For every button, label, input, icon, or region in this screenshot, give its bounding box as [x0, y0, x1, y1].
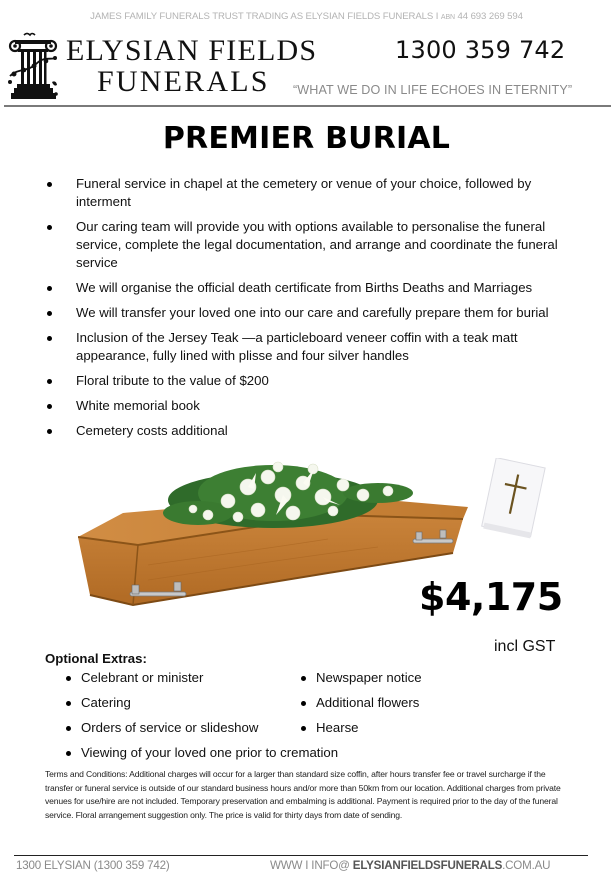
trust-text: JAMES FAMILY FUNERALS TRUST TRADING AS ELYSIAN FIELDS FUNERALS I: [90, 11, 441, 22]
feature-item: [45, 397, 565, 415]
feature-text: Funeral service in chapel at the cemetery or venue of your choice, followed by interment: [76, 176, 532, 209]
abn-number: 44 693 269 594: [454, 11, 523, 22]
extra-text: Catering: [81, 695, 131, 710]
footer-web-suffix: .COM.AU: [502, 859, 551, 872]
optional-extras-left-list: [63, 669, 338, 769]
feature-item: [45, 304, 565, 322]
feature-item: [45, 279, 565, 297]
feature-text: We will organise the official death certificate from Births Deaths and Marriages: [76, 280, 533, 295]
bullet-icon: [301, 676, 306, 681]
bullet-icon: [66, 676, 71, 681]
extra-item: [63, 719, 338, 737]
extra-text: Celebrant or minister: [81, 670, 204, 685]
feature-text: Cemetery costs additional: [76, 423, 228, 438]
brand-name-line2: FUNERALS: [97, 65, 270, 98]
footer-web-domain: ELYSIANFIELDSFUNERALS: [352, 859, 503, 872]
extra-text: Newspaper notice: [316, 670, 422, 685]
extra-text: Viewing of your loved one prior to cremation: [81, 745, 339, 760]
feature-text: Our caring team will provide you with options available to personalise the funeral service, complete the legal documentation, and arrange and coordinate the funeral service: [76, 219, 558, 270]
footer-phone[interactable]: 1300 ELYSIAN (1300 359 742): [16, 859, 170, 872]
feature-text: We will transfer your loved one into our care and carefully prepare them for burial: [76, 305, 549, 320]
header-phone-number[interactable]: 1300 359 742: [395, 36, 566, 64]
extra-item: [63, 694, 338, 712]
brand-name-line1: ELYSIAN FIELDS: [66, 34, 318, 67]
header-divider: [4, 105, 611, 107]
feature-item: [45, 329, 565, 365]
bullet-icon: [47, 286, 52, 291]
trust-abn-line: [0, 11, 613, 22]
feature-item: [45, 372, 565, 390]
footer-web-prefix: WWW I INFO@: [270, 859, 353, 872]
extra-item: [298, 719, 422, 737]
feature-text: White memorial book: [76, 398, 200, 413]
extra-item: [298, 669, 422, 687]
bullet-icon: [47, 311, 52, 316]
footer-web-email[interactable]: [270, 859, 550, 872]
extra-item: [63, 669, 338, 687]
bullet-icon: [47, 182, 52, 187]
bullet-icon: [47, 336, 52, 341]
bullet-icon: [66, 751, 71, 756]
feature-text: Inclusion of the Jersey Teak —a particleboard veneer coffin with a teak matt appearance, fully lined with plisse and four silver handles: [76, 330, 518, 363]
abn-label: ABN: [440, 14, 455, 21]
extra-text: Additional flowers: [316, 695, 420, 710]
optional-extras-right-list: [298, 669, 422, 744]
footer-divider: [14, 855, 588, 856]
bullet-icon: [301, 726, 306, 731]
optional-extras-heading: Optional Extras:: [45, 651, 147, 666]
memorial-book-image: [478, 458, 548, 540]
price-gst-note: incl GST: [494, 638, 556, 655]
package-title: PREMIER BURIAL: [162, 121, 451, 156]
ionic-column-logo-icon: [6, 32, 62, 100]
package-price: $4,175: [419, 575, 563, 619]
feature-item: [45, 218, 565, 272]
bullet-icon: [47, 225, 52, 230]
bullet-icon: [301, 701, 306, 706]
extra-text: Hearse: [316, 720, 359, 735]
bullet-icon: [47, 404, 52, 409]
package-features-list: [45, 175, 565, 447]
bullet-icon: [66, 726, 71, 731]
feature-item: [45, 422, 565, 440]
extra-text: Orders of service or slideshow: [81, 720, 259, 735]
terms-and-conditions: Terms and Conditions: Additional charges will occur for a larger than standard size coffin, after hours transfer fee or travel surcharge if the transfer or funeral service is outside of our standard business hours and/or more than 50km from our location. Additional charges from private venues for use/hire are not included. Temporary preservation and embalming is additional. Payment is required prior to the day of the funeral service. Floral arrangement suggestion only. The price is valid for thirty days from date of sending.: [45, 769, 561, 820]
bullet-icon: [47, 379, 52, 384]
feature-item: [45, 175, 565, 211]
bullet-icon: [66, 701, 71, 706]
extra-item: [298, 694, 422, 712]
coffin-with-flowers-image: [78, 455, 473, 613]
extra-item: [63, 744, 338, 762]
feature-text: Floral tribute to the value of $200: [76, 373, 269, 388]
bullet-icon: [47, 429, 52, 434]
tagline: “WHAT WE DO IN LIFE ECHOES IN ETERNITY”: [293, 83, 573, 97]
